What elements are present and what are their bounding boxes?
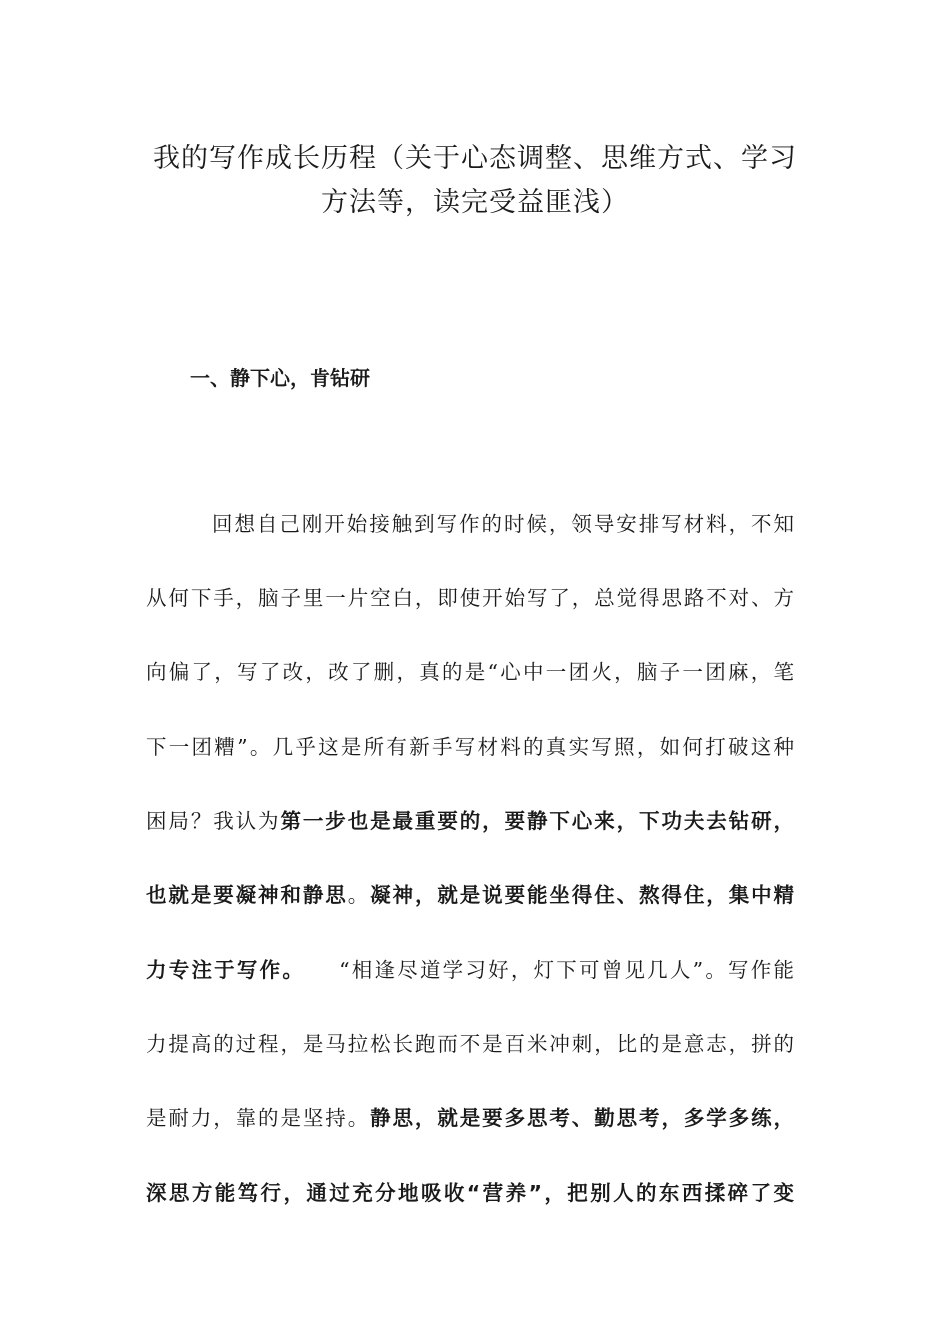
plain-text: “相逢尽道学习好，灯下可曾见几人”。写作能 [339, 958, 795, 982]
paragraph-line-10: 深思方能笃行，通过充分地吸收“营养”，把别人的东西揉碎了变 [146, 1181, 794, 1205]
paragraph-line-4: 下一团糟”。几乎这是所有新手写材料的真实写照，如何打破这种 [146, 735, 794, 759]
paragraph-line-5 [146, 804, 794, 834]
plain-text: 。 [347, 883, 371, 907]
bold-text: 静思，就是要多思考、勤思考，多学多练， [370, 1106, 795, 1130]
paragraph-line-7 [146, 953, 794, 983]
document-title-line-2: 方法等，读完受益匪浅） [321, 187, 629, 218]
paragraph-line-6 [146, 878, 794, 908]
plain-text: 是耐力，靠的是坚持。 [146, 1106, 371, 1130]
paragraph-line-1: 回想自己刚开始接触到写作的时候，领导安排写材料，不知 [212, 512, 794, 536]
bold-text: 力专注于写作。 [146, 958, 306, 982]
paragraph-line-3: 向偏了，写了改，改了删，真的是“心中一团火，脑子一团麻，笔 [146, 660, 794, 684]
plain-text: 困局？我认为 [146, 809, 281, 833]
document-title-line-1: 我的写作成长历程（关于心态调整、思维方式、学习 [153, 143, 797, 174]
section-heading: 一、静下心，肯钻研 [190, 366, 370, 390]
paragraph-line-9 [146, 1101, 794, 1131]
paragraph-line-2: 从何下手，脑子里一片空白，即使开始写了，总觉得思路不对、方 [146, 586, 794, 610]
bold-text: 也就是要凝神和静思 [146, 883, 348, 907]
bold-text: 凝神，就是说要能坐得住、熬得住，集中精 [370, 883, 795, 907]
paragraph-line-8: 力提高的过程，是马拉松长跑而不是百米冲刺，比的是意志，拼的 [146, 1032, 794, 1056]
bold-text: 第一步也是最重要的，要静下心来，下功夫去钻研， [280, 809, 795, 833]
